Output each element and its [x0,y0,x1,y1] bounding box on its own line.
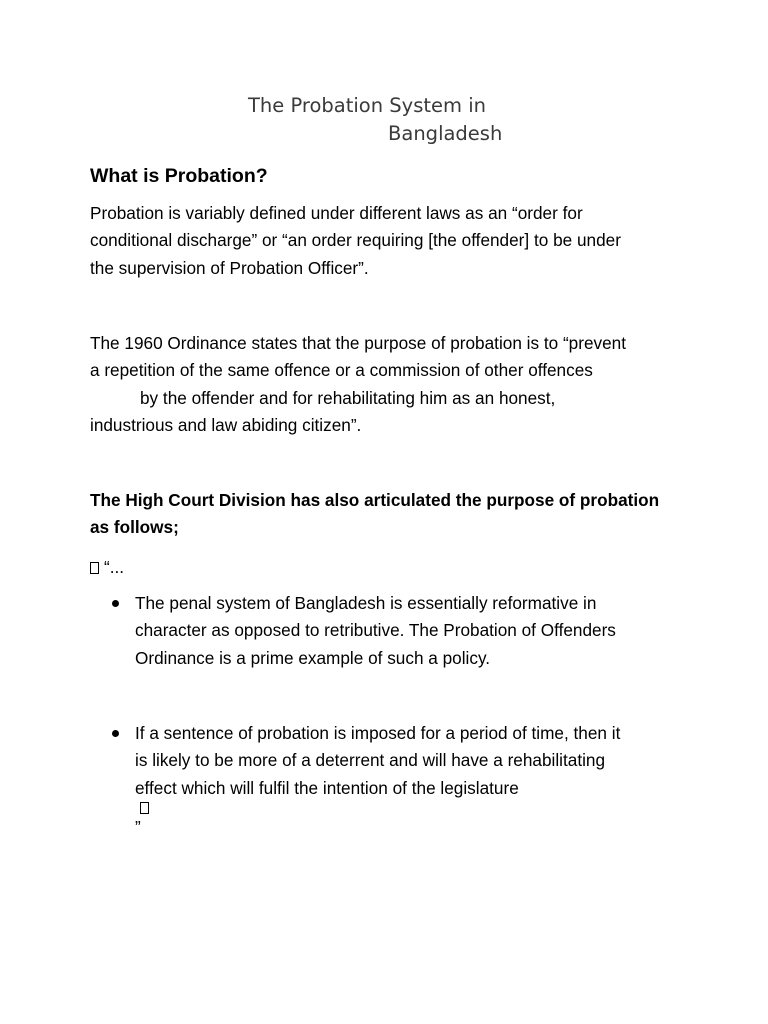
paragraph-line: The High Court Division has also articulated the purpose of probation [90,490,660,510]
section-heading: What is Probation? [90,165,268,187]
bullet-icon [112,730,119,737]
list-item-line: The penal system of Bangladesh is essentially reformative in [135,593,597,613]
definition-paragraph [90,200,690,282]
paragraph-line: conditional discharge” or “an order requiring [the offender] to be under [90,230,621,251]
document-title [248,92,548,148]
missing-glyph-icon [90,562,99,574]
quote-closing: ” [135,816,141,837]
title-line-1: The Probation System in [248,94,486,117]
list-item-line: is likely to be more of a deterrent and will have a rehabilitating [135,750,606,771]
bullet-icon [112,600,119,607]
list-item-line: If a sentence of probation is imposed for a period of time, then it [135,723,621,743]
quote-opening-text: “... [104,557,125,577]
list-item-text [135,590,695,672]
paragraph-line: as follows; [90,517,179,538]
list-item-line: Ordinance is a prime example of such a policy. [135,647,491,668]
paragraph-line: industrious and law abiding citizen”. [90,414,362,435]
missing-glyph-icon [140,802,149,814]
list-item-line: character as opposed to retributive. The Probation of Offenders [135,620,616,641]
list-item-line-last [135,775,695,842]
paragraph-line: The 1960 Ordinance states that the purpose of probation is to “prevent [90,333,627,353]
quote-opening [90,554,124,581]
list-item-text [135,720,695,841]
paragraph-line: a repetition of the same offence or a commission of other offences [90,360,593,381]
paragraph-line: by the offender and for rehabilitating him as an honest, [140,387,556,408]
paragraph-line: the supervision of Probation Officer”. [90,257,369,278]
title-line-2: Bangladesh [388,122,503,145]
high-court-paragraph [90,487,690,542]
paragraph-line: Probation is variably defined under different laws as an “order for [90,203,583,223]
ordinance-paragraph [90,330,690,439]
list-item-line-text: effect which will fulfil the intention of the legislature [135,777,519,798]
